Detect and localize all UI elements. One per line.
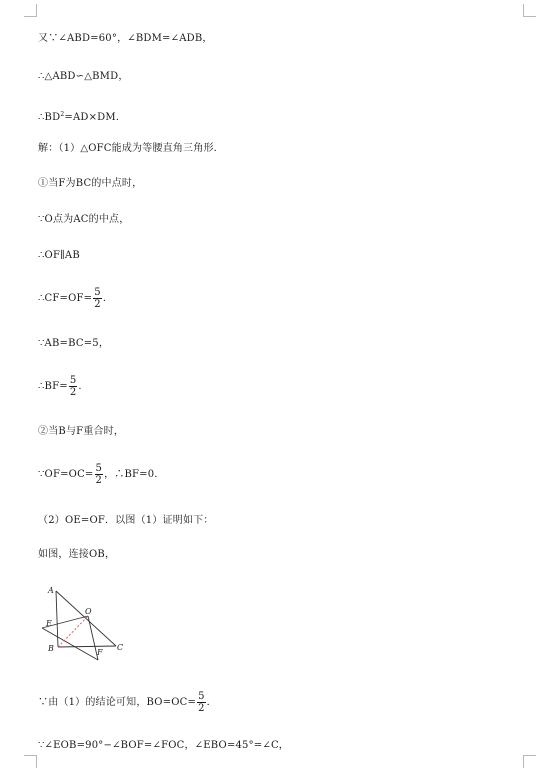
proof-line [38, 112, 126, 124]
text-segment: ∵OF=OC= [38, 469, 94, 480]
fraction-denominator: 2 [198, 703, 205, 714]
proof-line: ∵∠EOB=90°−∠BOF=∠FOC，∠EBO=45°=∠C， [38, 740, 289, 751]
fraction-numerator: 5 [198, 691, 205, 702]
text-segment: ． [102, 293, 114, 304]
segment-ac [56, 591, 116, 646]
fraction-denominator: 2 [69, 387, 77, 398]
proof-line [38, 462, 165, 488]
fraction-numerator: 5 [94, 287, 101, 298]
proof-line [38, 374, 89, 400]
fraction-numerator: 5 [95, 463, 103, 474]
label-e: E [46, 619, 52, 628]
segment-ab [56, 591, 58, 647]
label-f: F [97, 648, 103, 657]
label-c: C [117, 643, 124, 652]
corner-mark-bottom-right [523, 755, 536, 768]
case-heading: ①当F为BC的中点时， [38, 178, 143, 189]
fraction [95, 463, 104, 486]
proof-line: ∵AB=BC=5， [38, 338, 110, 349]
proof-line: ∴OF∥AB [38, 250, 80, 261]
proof-line: ∵O点为AC的中点， [38, 214, 130, 225]
label-a: A [48, 586, 54, 595]
fraction [69, 375, 78, 398]
corner-mark-top-right [523, 4, 536, 17]
text-segment: ∴CF=OF= [38, 293, 93, 304]
fraction-denominator: 2 [94, 299, 101, 310]
geometry-figure [34, 584, 134, 664]
text-segment: ∴BF= [38, 381, 68, 392]
superscript: 2 [60, 111, 65, 118]
text-segment: =AD×DM． [64, 112, 127, 123]
text-segment: ∵由（1）的结论可知，BO=OC= [38, 697, 197, 708]
proof-line [38, 286, 113, 312]
text-segment: ． [206, 697, 217, 708]
proof-line [38, 690, 217, 716]
proof-line: ∴△ABD∽△BMD， [38, 71, 129, 82]
fraction [93, 287, 102, 310]
proof-line: 又∵∠ABD=60°，∠BDM=∠ADB， [38, 33, 213, 44]
proof-line: 如图，连接OB， [38, 549, 116, 560]
text-segment: ∴BD [38, 112, 61, 123]
dashed-segment-ob [58, 616, 88, 647]
corner-mark-bottom-left [24, 755, 37, 768]
label-b: B [48, 644, 54, 653]
fraction [197, 691, 206, 714]
part-heading: （2）OE=OF．以图（1）证明如下： [38, 515, 214, 526]
corner-mark-top-left [24, 4, 37, 17]
fraction-denominator: 2 [95, 475, 103, 486]
solution-heading: 解：（1）△OFC能成为等腰直角三角形． [38, 143, 224, 154]
text-segment: ． [78, 381, 89, 392]
case-heading: ②当B与F重合时， [38, 426, 125, 437]
label-o: O [85, 607, 92, 616]
text-segment: ，∴BF=0． [104, 469, 165, 480]
fraction-numerator: 5 [69, 375, 77, 386]
segment-bc [58, 646, 116, 647]
